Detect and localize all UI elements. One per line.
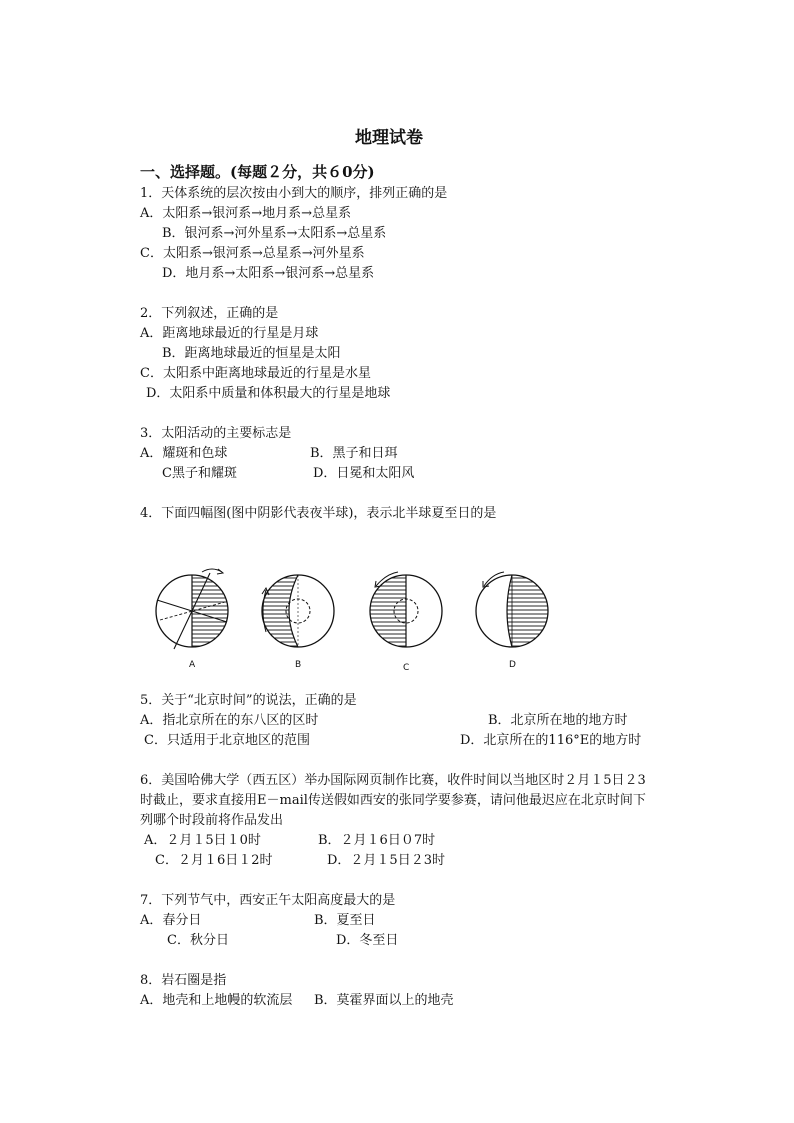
q1-option-d: D．地月系→太阳系→银河系→总星系 xyxy=(162,266,375,281)
q4-figure-svg xyxy=(140,560,570,680)
q6-option-c: C．２月１6日１2时 xyxy=(155,853,273,868)
figure-c xyxy=(370,572,442,647)
q2-option-c: C．太阳系中距离地球最近的行星是水星 xyxy=(140,366,371,381)
q6-stem-line-1: 6．美国哈佛大学（西五区）举办国际网页制作比赛，收件时间以当地区时２月１5日２3 xyxy=(140,773,646,788)
figure-label-b: B xyxy=(295,660,302,670)
q2-option-a: A．距离地球最近的行星是月球 xyxy=(140,326,319,341)
figure-label-d: D xyxy=(509,660,516,670)
q6-stem-line-2: 时截止，要求直接用E－mail传送假如西安的张同学要参赛，请问他最迟应在北京时间下 xyxy=(140,793,646,808)
figure-b xyxy=(262,575,334,647)
q5-option-c: C．只适用于北京地区的范围 xyxy=(144,733,310,748)
q1-option-c: C．太阳系→银河系→总星系→河外星系 xyxy=(140,246,365,261)
q6-option-b: B．２月１6日０7时 xyxy=(318,833,436,848)
q5-option-d: D．北京所在的116°E的地方时 xyxy=(460,733,642,748)
q5-option-b: B．北京所在地的地方时 xyxy=(488,713,628,728)
q6-option-a: A．２月１5日１0时 xyxy=(144,833,261,848)
page-title: 地理试卷 xyxy=(355,128,423,148)
q2-option-b: B．距离地球最近的恒星是太阳 xyxy=(162,346,341,361)
q7-option-b: B．夏至日 xyxy=(314,913,376,928)
q8-stem: 8．岩石圈是指 xyxy=(140,973,227,988)
q5-stem: 5．关于“北京时间”的说法，正确的是 xyxy=(140,693,357,708)
q6-option-d: D．２月１5日２3时 xyxy=(327,853,445,868)
q7-stem: 7．下列节气中，西安正午太阳高度最大的是 xyxy=(140,893,396,908)
q2-stem: 2．下列叙述，正确的是 xyxy=(140,306,279,321)
q4-stem: 4．下面四幅图(图中阴影代表夜半球)，表示北半球夏至日的是 xyxy=(140,506,497,521)
q7-option-c: C．秋分日 xyxy=(167,933,229,948)
q3-option-c: C黑子和耀斑 xyxy=(162,466,237,481)
q3-option-d: D．日冕和太阳风 xyxy=(313,466,415,481)
q4-figures xyxy=(140,560,570,680)
q8-option-b: B．莫霍界面以上的地壳 xyxy=(314,993,454,1008)
q1-stem: 1．天体系统的层次按由小到大的顺序，排列正确的是 xyxy=(140,186,448,201)
q7-option-a: A．春分日 xyxy=(140,913,202,928)
q8-option-a: A．地壳和上地幔的软流层 xyxy=(140,993,293,1008)
figure-d xyxy=(476,572,548,647)
q3-option-a: A．耀斑和色球 xyxy=(140,446,228,461)
q6-stem-line-3: 列哪个时段前将作品发出 xyxy=(140,813,284,828)
q3-stem: 3．太阳活动的主要标志是 xyxy=(140,426,292,441)
q3-option-b: B．黑子和日珥 xyxy=(310,446,398,461)
q7-option-d: D．冬至日 xyxy=(336,933,399,948)
q1-option-a: A．太阳系→银河系→地月系→总星系 xyxy=(140,206,352,221)
figure-a xyxy=(156,569,228,649)
figure-label-c: C xyxy=(403,663,410,673)
q5-option-a: A．指北京所在的东八区的区时 xyxy=(140,713,319,728)
q1-option-b: B．银河系→河外星系→太阳系→总星系 xyxy=(162,226,387,241)
q2-option-d: D．太阳系中质量和体积最大的行星是地球 xyxy=(146,386,391,401)
section-heading: 一、选择题。(每题２分，共６0分) xyxy=(140,163,375,181)
figure-label-a: A xyxy=(189,660,196,670)
